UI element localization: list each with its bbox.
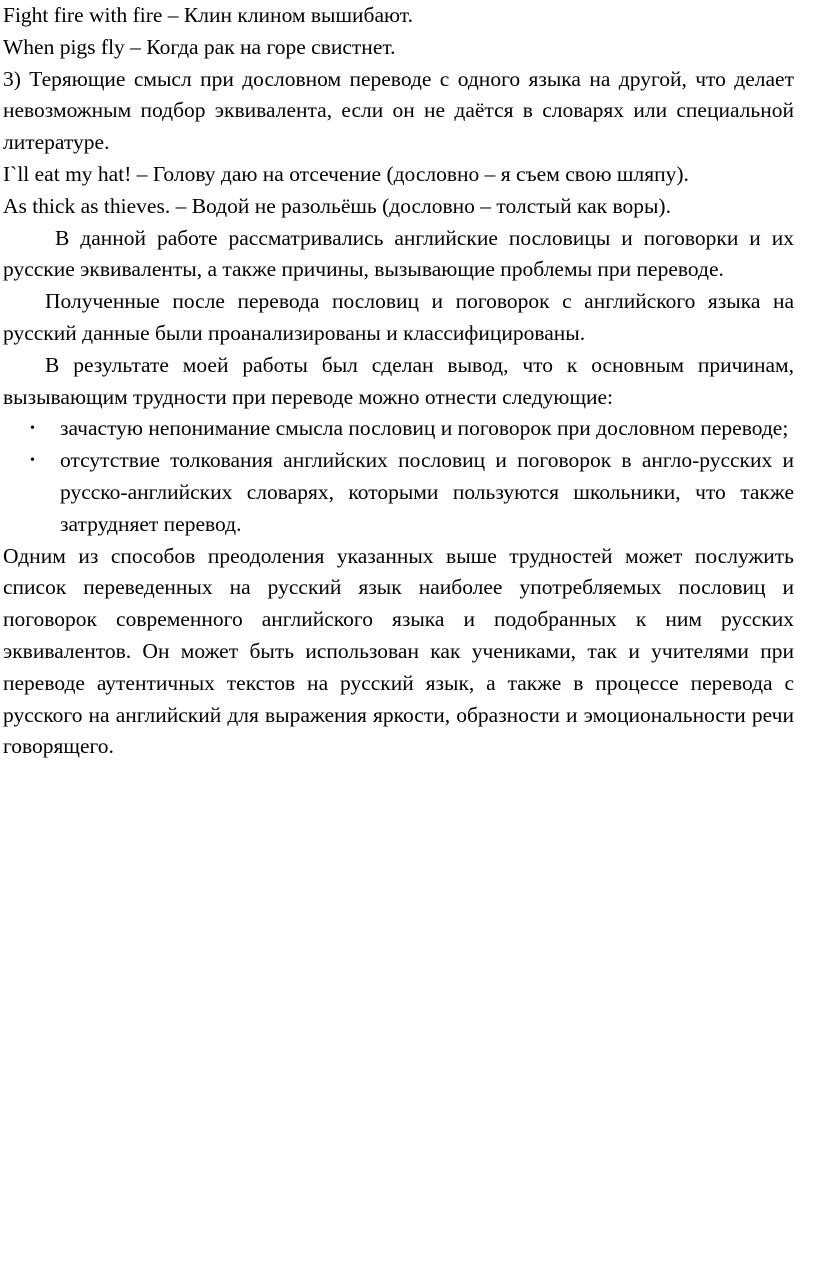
proverb-line-1: Fight fire with fire – Клин клином вышибают.	[3, 3, 413, 27]
body-paragraph-3: В результате моей работы был сделан вывод, что к основным причинам, вызывающим трудности при переводе можно отнести следующие:	[3, 352, 794, 409]
list-item	[3, 413, 794, 445]
list-item-text: зачастую непонимание смысла пословиц и поговорок при дословном переводе;	[60, 416, 789, 441]
list-item-text: отсутствие толкования английских пословиц и поговорок в англо-русских и русско-английских словарях, которыми пользуются школьники, что также затрудняет перевод.	[60, 448, 794, 536]
bullet-icon: •	[30, 421, 35, 437]
body-paragraph-2: Полученные после перевода пословиц и поговорок с английского языка на русский данные были проанализированы и классифицированы.	[3, 289, 794, 345]
proverb-line-2: When pigs fly – Когда рак на горе свистнет.	[3, 34, 396, 59]
bullet-icon: •	[30, 453, 35, 469]
conclusion-paragraph: Одним из способов преодоления указанных выше трудностей может послужить список переведенных на русский язык наиболее употребляемых пословиц и поговорок современного английского языка и подобранных к ним русских эквивалентов. Он может быть использован как учениками, так и учителями при переводе аутентичных текстов на русский язык, а также в процессе перевода с русского на английский для выражения яркости, образности и эмоциональности речи говорящего.	[3, 543, 794, 759]
reasons-list	[3, 413, 794, 540]
example-line-1: I`ll eat my hat! – Голову даю на отсечение (дословно – я съем свою шляпу).	[3, 161, 689, 186]
list-item	[3, 445, 794, 540]
body-paragraph-1: В данной работе рассматривались английские пословицы и поговорки и их русские эквиваленты, а также причины, вызывающие проблемы при переводе.	[3, 225, 794, 282]
document-page	[3, 0, 794, 763]
example-line-2: As thick as thieves. – Водой не разольёшь (дословно – толстый как воры).	[3, 193, 671, 218]
point-3-paragraph: 3) Теряющие смысл при дословном переводе с одного языка на другой, что делает невозможным подбор эквивалента, если он не даётся в словарях или специальной литературе.	[3, 66, 794, 155]
